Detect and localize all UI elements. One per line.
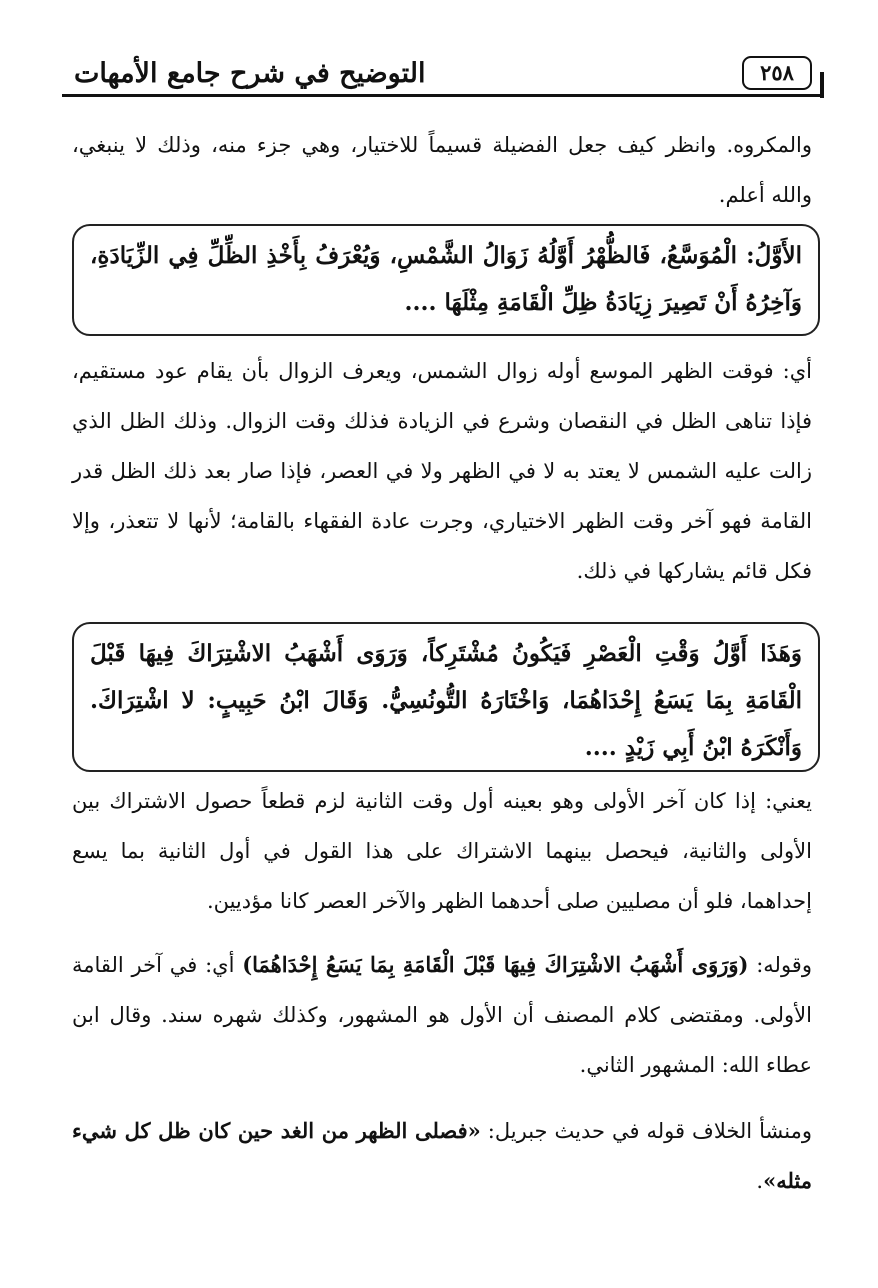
matn-box-1 (72, 224, 820, 336)
paragraph-4 (72, 940, 812, 1090)
paragraph-1: والمكروه. وانظر كيف جعل الفضيلة قسيماً للاختيار، وهي جزء منه، وذلك لا ينبغي، والله أعلم. (72, 133, 812, 207)
paragraph-5-quote: «فصلى الظهر من الغد حين كان ظل كل شيء مثله» (72, 1118, 812, 1193)
page-header (62, 52, 822, 104)
paragraph-5 (72, 1106, 812, 1206)
matn-box-2 (72, 622, 820, 772)
paragraph-5-lead: ومنشأ الخلاف قوله في حديث جبريل: (480, 1119, 812, 1143)
matn-text-2: وَهَذَا أَوَّلُ وَقْتِ الْعَصْرِ فَيَكُونُ مُشْتَرِكاً، وَرَوَى أَشْهَبُ الاشْتِرَاكَ فِيهَا قَبْلَ الْقَامَةِ بِمَا يَسَعُ إِحْدَاهُمَا، وَاخْتَارَهُ التُّونُسِيُّ. وَقَالَ ابْنُ حَبِيبٍ: لا اشْتِرَاكَ. وَأَنْكَرَهُ ابْنُ أَبِي زَيْدٍ .... (90, 640, 802, 761)
paragraph-3: يعني: إذا كان آخر الأولى وهو بعينه أول وقت الثانية لزم قطعاً حصول الاشتراك بين الأولى والثانية، فيحصل بينهما الاشتراك على هذا القول في أول الثانية بما يسع إحداهما، فلو أن مصليين صلى أحدهما الظهر والآخر العصر كانا مؤديين. (72, 789, 812, 913)
matn-text-1: الأَوَّلُ: الْمُوَسَّعُ، فَالظُّهْرُ أَوَّلُهُ زَوَالُ الشَّمْسِ، وَيُعْرَفُ بِأَخْذِ الظِّلِّ فِي الزِّيَادَةِ، وَآخِرُهُ أَنْ تَصِيرَ زِيَادَةُ ظِلِّ الْقَامَةِ مِثْلَهَا .... (90, 242, 802, 316)
header-divider-tick (820, 72, 824, 98)
paragraph-4-quote: (وَرَوَى أَشْهَبُ الاشْتِرَاكَ فِيهَا قَبْلَ الْقَامَةِ بِمَا يَسَعُ إِحْدَاهُمَا) (242, 952, 749, 977)
page-number: ٢٥٨ (742, 56, 812, 90)
book-title: التوضيح في شرح جامع الأمهات (74, 58, 426, 89)
paragraph-5-end: . (756, 1169, 764, 1193)
paragraph-2: أي: فوقت الظهر الموسع أوله زوال الشمس، ويعرف الزوال بأن يقام عود مستقيم، فإذا تناهى الظل في النقصان وشرع في الزيادة فذلك وقت الزوال. وذلك الظل الذي زالت عليه الشمس لا يعتد به لا في الظهر ولا في العصر، فإذا صار بعد ذلك الظل قدر القامة فهو آخر وقت الظهر الاختياري، وجرت عادة الفقهاء بالقامة؛ لأنها لا تتعذر، وإلا فكل قائم يشاركها في ذلك. (72, 359, 812, 583)
paragraph-4-rest: أي: في آخر القامة الأولى. ومقتضى كلام المصنف أن الأول هو المشهور، وكذلك شهره سند. وقال ابن عطاء الله: المشهور الثاني. (72, 953, 812, 1077)
header-divider (62, 94, 822, 97)
paragraph-4-lead: وقوله: (748, 953, 812, 977)
